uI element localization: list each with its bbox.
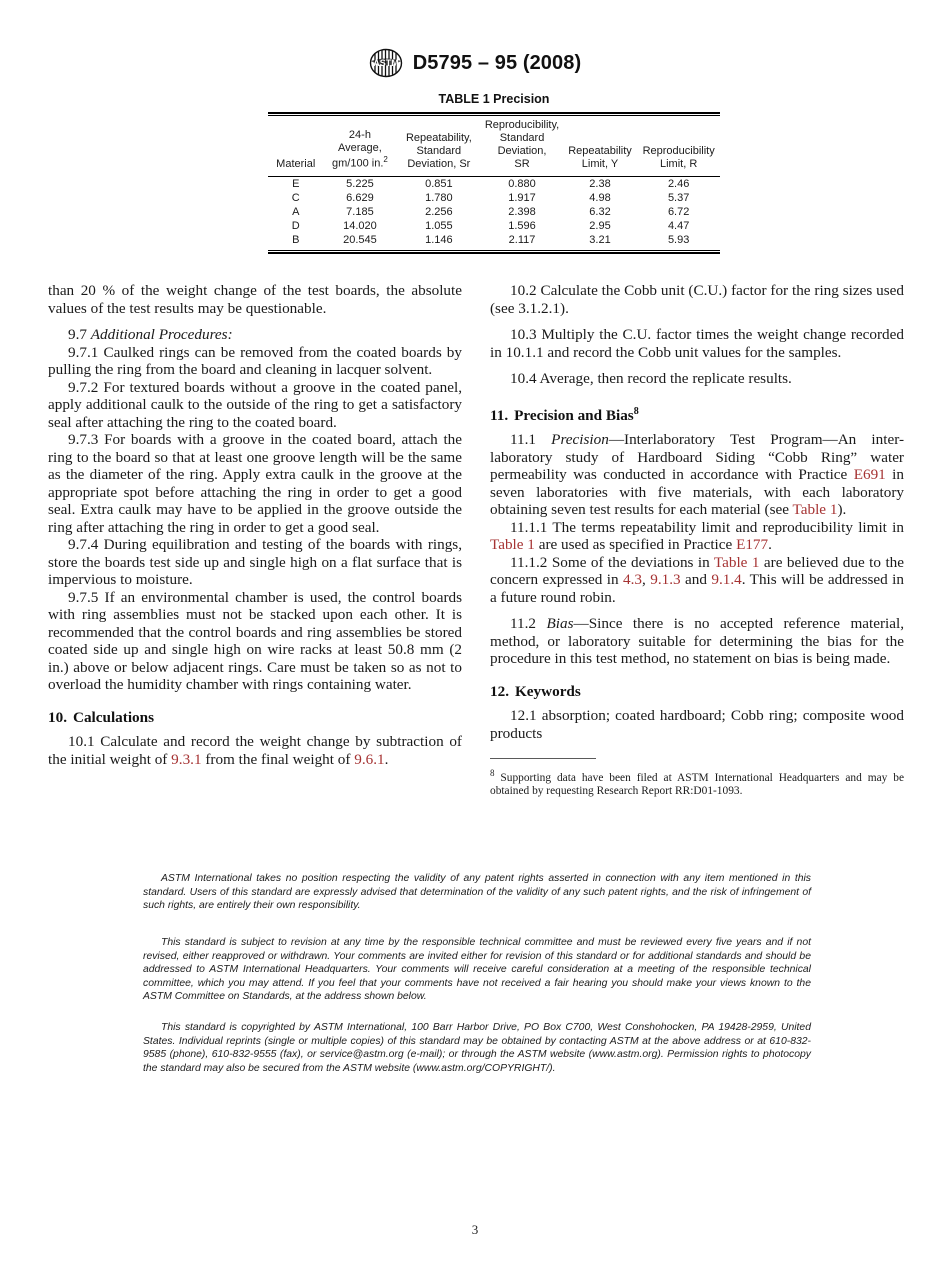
legal-revision-notice [143,936,811,1004]
document-header [0,48,950,78]
paragraph-9-7-1: 9.7.1 Caulked rings can be removed from the coated boards by pulling the ring from the board and cleaning in lacquer solvent. [48,343,462,378]
paragraph-10-1 [48,733,462,768]
heading-11-precision-and-bias [490,403,904,425]
cell-rep-limit: 3.21 [589,234,611,247]
paragraph-10-2: 10.2 Calculate the Cobb unit (C.U.) factor for the ring sizes used (see 3.1.2.1). [490,282,904,317]
clause-title-precision: Precision [551,431,609,449]
heading-11-number: 11. [490,406,509,424]
paragraph-10-1-part2: from the final weight of [201,750,355,768]
th-repeatability-limit [563,116,638,176]
table-row [268,205,720,219]
paragraph-9-7-3: 9.7.3 For boards with a groove in the coated board, attach the ring to the board so that at least one groove length will be the same as the diameter of the ring. Apply extra caulk in the groove at the appropriate spot before attaching the ring in order to get a good seal. Extra caulk may have to be applied in the groove outside the ring after attaching the ring in order to get a good seal. [48,431,462,536]
cell-material: B [292,234,300,247]
cell-rep-limit: 4.98 [589,191,611,204]
cell-material: A [292,206,300,219]
paragraph-11-1-2-part2: are believed due to the concern expressed in [490,553,904,589]
paragraph-11-1-2-part5: . This will be addressed in a future round robin. [490,571,904,606]
cell-repro-sd: 2.398 [508,206,536,219]
cell-repro-sd: 0.880 [508,177,536,190]
cross-ref-4-3[interactable]: 4.3 [623,571,642,589]
paragraph-10-1-part3: . [384,750,389,768]
table-top-rule-thick [268,112,720,114]
clause-title-9-7: Additional Procedures: [90,326,233,343]
legal-patent-notice [143,872,811,913]
th-rep-limit-l2: Limit, Y [581,157,619,170]
astm-logo [369,48,403,78]
cross-ref-table-1[interactable]: Table 1 [490,536,535,554]
cell-rep-limit: 2.95 [589,220,611,233]
cross-ref-table-1[interactable]: Table 1 [792,501,838,519]
table-top-rule-thin [268,115,720,116]
legal-copyright-text: This standard is copyrighted by ASTM International, 100 Barr Harbor Drive, PO Box C700, West Conshohocken, PA 19428-2959, United States. Individual reprints (single or multiple copies) of this standard may be obtained by contacting ASTM at the above address or at 610-832-9585 (phone), 610-832-9555 (fax), or service@astm.org (e-mail); or through the ASTM website (www.astm.org). Permission rights to photocopy the standard may also be secured from the ASTM website (www.astm.org/COPYRIGHT/). [143,1022,811,1074]
paragraph-11-1-1 [490,519,904,554]
th-rep-sd-l3: Deviation, Sr [407,157,471,170]
heading-10-number: 10. [48,708,67,726]
cell-average: 20.545 [343,234,377,247]
cell-average: 14.020 [343,220,377,233]
table-row [268,219,720,233]
left-column [48,282,462,799]
th-repro-sd-l1: Reproducibility, [484,119,560,131]
paragraph-10-4: 10.4 Average, then record the replicate results. [510,370,792,387]
paragraph-11-1-part3: ). [837,501,847,519]
paragraph-9-7-5: 9.7.5 If an environmental chamber is used, the control boards with ring assemblies must not be stacked upon each other. It is recommended that the control boards and ring assemblies be stored coated side up and single high on wire racks at least 50.8 mm (2 in.) above or below adjacent rings. Care must be taken so as not to overload the humidity chamber with rings containing water. [48,588,462,693]
footnote-8 [490,767,904,799]
precision-table-block [268,92,720,254]
heading-12-keywords [490,683,904,701]
table-row [268,233,720,247]
cell-repro-limit: 5.37 [667,191,690,204]
table-row [268,176,720,191]
paragraph-9-7 [48,326,462,344]
cross-ref-9-3-1[interactable]: 9.3.1 [171,750,202,768]
cell-rep-sd: 1.146 [425,234,453,247]
right-column [490,282,904,799]
clause-number-11-1: 11.1 [510,431,552,449]
paragraph-10-1-part1: 10.1 Calculate and record the weight change by subtraction of the initial weight of [48,733,462,768]
th-repro-sd-l4: SR [514,157,530,170]
th-repro-sd-l2: Standard [499,131,545,144]
th-reproducibility-limit [637,116,720,176]
clause-number-9-7: 9.7 [68,326,87,343]
paragraph-12-1: 12.1 absorption; coated hardboard; Cobb ring; composite wood products [490,707,904,742]
heading-12-text: Keywords [514,682,581,700]
paragraph-11-1-1-part2: are used as specified in Practice [534,536,737,554]
th-average [323,116,396,176]
heading-10-calculations [48,709,462,727]
cell-repro-limit: 5.93 [667,234,690,247]
cross-ref-9-1-3[interactable]: 9.1.3 [650,571,681,589]
th-repro-limit-l2: Limit, R [660,157,698,170]
paragraph-10-3: 10.3 Multiply the C.U. factor times the weight change recorded in 10.1.1 and record the Cobb unit values for the samples. [490,326,904,361]
table-bottom-rule-thick [268,252,720,254]
th-rep-sd-l1: Repeatability, [405,131,472,144]
cell-rep-limit: 6.32 [589,206,611,219]
th-average-l1: 24-h [348,129,371,142]
paragraph-continued: than 20 % of the weight change of the test boards, the absolute values of the test results may be questionable. [48,282,462,317]
cell-average: 5.225 [346,177,374,190]
cell-rep-sd: 1.780 [425,191,453,204]
paragraph-11-2 [490,615,904,668]
th-material-l1: Material [276,157,316,170]
table-body [268,176,720,247]
table-bottom-rule-thin [268,250,720,251]
cell-material: D [291,220,300,233]
legal-revision-text: This standard is subject to revision at any time by the responsible technical committee and must be reviewed every five years and if not revised, either reapproved or withdrawn. Your comments are invited either for revision of this standard or for additional standards and should be addressed to ASTM International Headquarters. Your comments will receive careful consideration at a meeting of the responsible technical committee, which you may attend. If you feel that your comments have not received a fair hearing you should make your views known to the ASTM Committee on Standards, at the address shown below. [143,937,811,1003]
cell-repro-limit: 6.72 [667,206,690,219]
table-row [268,191,720,205]
legal-patent-text: ASTM International takes no position respecting the validity of any patent rights asserted in connection with any item mentioned in this standard. Users of this standard are expressly advised that determination of the validity of any such patent rights, and the risk of infringement of such rights, are entirely their own responsibility. [143,873,811,912]
cell-repro-sd: 1.596 [508,220,536,233]
heading-12-number: 12. [490,682,509,700]
footnote-block [490,758,904,799]
cell-average: 6.629 [346,191,374,204]
cell-rep-limit: 2.38 [589,177,611,190]
th-average-superscript: 2 [383,155,388,165]
footnote-separator-rule [490,758,596,759]
heading-10-text: Calculations [72,708,154,726]
cell-repro-sd: 1.917 [508,191,536,204]
precision-table [268,116,720,247]
cell-rep-sd: 2.256 [425,206,453,219]
table-caption: TABLE 1 Precision [438,92,550,106]
table-header-row [268,116,720,176]
paragraph-11-1-2-part3: , [642,571,651,589]
paragraph-11-1-part2: in seven laboratories with five materials, with each laboratory obtaining seven test results for each material (see [490,466,904,519]
cross-ref-e177[interactable]: E177 [736,536,769,554]
paragraph-11-1-2-part1: 11.1.2 Some of the deviations in [510,553,714,571]
clause-number-11-2: 11.2 [510,615,547,633]
paragraph-11-1-part1: —Interlaboratory Test Program—An inter-laboratory study of Hardboard Siding “Cobb Ring” water permeability was conducted in accordance with Practice [490,431,905,484]
th-repro-sd-l3: Deviation, [497,144,547,157]
cell-repro-limit: 2.46 [667,177,690,190]
cell-rep-sd: 1.055 [425,220,453,233]
th-reproducibility-sd [481,116,562,176]
paragraph-9-7-4: 9.7.4 During equilibration and testing of the boards with rings, store the boards test side up and single high on a flat surface that is impervious to moisture. [48,536,462,588]
cross-ref-e691[interactable]: E691 [853,466,886,484]
th-rep-limit-l1: Repeatability [568,144,632,157]
th-average-l3: gm/100 in. [332,157,384,170]
footnote-text: Supporting data have been filed at ASTM International Headquarters and may be obtained by requesting Research Report RR:D01-1093. [490,771,904,798]
clause-title-bias: Bias [546,615,574,633]
paragraph-11-1-1-part1: 11.1.1 The terms repeatability limit and reproducibility limit in [510,518,904,536]
paragraph-11-1-2 [490,554,904,607]
heading-11-text: Precision and Bias [514,406,634,424]
th-repeatability-sd [396,116,481,176]
cell-average: 7.185 [346,206,374,219]
footnote-marker-8[interactable]: 8 [633,405,639,417]
cell-rep-sd: 0.851 [425,177,453,190]
th-material [268,116,323,176]
document-designation: D5795 – 95 (2008) [412,51,582,74]
page-number: 3 [471,1222,479,1237]
cross-ref-table-1[interactable]: Table 1 [713,553,760,571]
paragraph-11-1 [490,431,904,519]
th-repro-limit-l1: Reproducibility [642,144,715,157]
legal-copyright-notice [143,1021,811,1075]
svg-text:ASTM: ASTM [373,58,399,68]
paragraph-9-7-2: 9.7.2 For textured boards without a groove in the coated panel, apply additional caulk to the outside of the ring to get a satisfactory seal after attaching the ring to the coated board. [48,378,462,431]
cross-ref-9-1-4[interactable]: 9.1.4 [711,571,742,589]
cell-repro-sd: 2.117 [508,234,536,247]
cell-material: E [292,177,300,190]
body-columns [48,282,904,799]
paragraph-11-1-2-part4: and [680,571,712,589]
cell-repro-limit: 4.47 [667,220,690,233]
paragraph-11-2-text: —Since there is no accepted reference material, method, or laboratory suitable for determining the bias for the procedure in this test method, no statement on bias is being made. [490,615,905,668]
cell-material: C [291,191,300,204]
th-average-l2: Average, [338,142,382,155]
footnote-number: 8 [490,768,495,779]
cross-ref-9-6-1[interactable]: 9.6.1 [354,750,385,768]
th-rep-sd-l2: Standard [416,144,462,157]
paragraph-11-1-1-part3: . [768,536,772,554]
